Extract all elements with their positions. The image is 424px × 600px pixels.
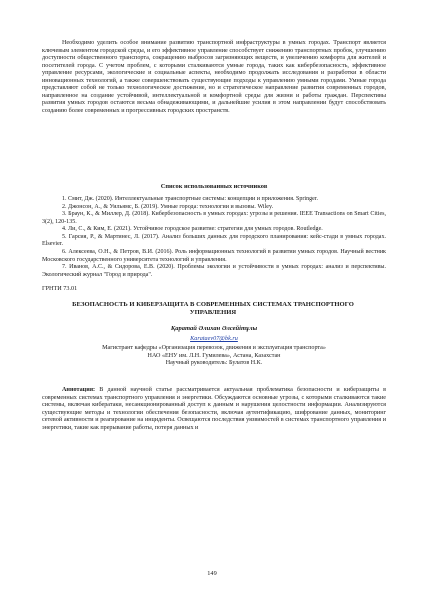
reference-item: 1. Смит, Дж. (2020). Интеллектуальные транспортные системы: концепции и приложения. Springer. [62, 196, 318, 202]
abstract-label: Аннотация: [62, 387, 96, 393]
references-heading: Список использованных источников [160, 183, 268, 190]
supervisor-line: Научный руководитель: Булатов Н.К. [165, 360, 263, 367]
author-name: Қаратай Әлихан Әлсейітұлы [170, 325, 258, 332]
abstract-section [42, 387, 386, 432]
author-email[interactable]: Karataev07@bk.ru [190, 335, 238, 342]
affiliation-line: НАО «ЕНУ им. Л.Н. Гумилева», Астана, Казахстан [147, 352, 281, 359]
abstract-text: В данной научной статье рассматривается актуальная проблематика безопасности и киберзащиты в современных системах транспортного управления и энергетики. Обсуждаются основные угрозы, с которыми сталкиваются такие системы, включая кибератаки, несанкционированный доступ к данным и нарушения целостности информации. Анализируются существующие методы и технологии обеспечения безопасности, включая аутентификацию, шифрование данных, мониторинг сетевой активности и реагирование на инциденты. Освещаются последствия уязвимостей в системах транспортного управления и энергетики, такие как прерывание работы, потеря данных и [42, 387, 386, 431]
grnti-code: ГРНТИ 73.01 [42, 285, 78, 292]
intro-paragraph: Необходимо уделить особое внимание развитию транспортной инфраструктуры в умных городах. Транспорт является ключевым элементом городской среды, и его эффективное управление способствует снижению транспортных пробок, улучшению доступности общественного транспорта, сокращению выбросов загрязняющих веществ, и увеличению комфорта для жителей и посетителей города. С учетом проблем, с которыми сталкиваются умные города, таких как кибербезопасность, эффективное управление ресурсами, экологические и социальные аспекты, необходимо продолжать исследования и разработки в области инновационных технологий, а также совершенствовать существующие подходы к управлению умными городами. Умные города представляют собой не только технологическое достижение, но и стратегическое направление развития современных городов, направленное на создание устойчивой, интеллектуальной и комфортной среды для жизни и работы граждан. Перспективы развития умных городов остаются весьма обнадеживающими, и дальнейшие усилия в этом направлении будут способствовать созданию более современных и прогрессивных городских пространств. [42, 40, 386, 114]
references-list [42, 196, 386, 279]
reference-item: 6. Алексеева, О.Н., & Петров, В.И. (2016). Роль информационных технологий в развитии умных городов. Научный вестник Московского государственного университета технологий и управления. [42, 249, 386, 263]
reference-item: 7. Иванов, А.С., & Сидорова, Е.В. (2020). Проблемы экологии и устойчивости в умных городах: анализ и перспективы. Экологический журнал "Город и природа". [42, 264, 386, 278]
reference-item: 5. Гарсия, Р., & Мартинес, Л. (2017). Анализ больших данных для городского планирования: кейс-стади в умных городах. Elsevier. [42, 234, 386, 248]
article-title: БЕЗОПАСНОСТЬ И КИБЕРЗАЩИТА В СОВРЕМЕННЫХ СИСТЕМАХ ТРАНСПОРТНОГО УПРАВЛЕНИЯ [72, 301, 354, 316]
affiliation-line: Магистрант кафедры «Организация перевозок, движения и эксплуатация транспорта» [102, 345, 326, 351]
author-affiliation [42, 345, 386, 368]
reference-item: 2. Джонсон, А., & Уильямс, Б. (2019). Умные города: технологии и вызовы. Wiley. [62, 203, 274, 210]
intro-section [42, 40, 386, 115]
reference-item: 4. Ли, С., & Ким, Е. (2021). Устойчивое городское развитие: стратегии для умных городов. Routledge. [62, 226, 323, 233]
page-number: 149 [207, 570, 217, 577]
abstract-paragraph [42, 387, 386, 432]
reference-item: 3. Браун, К., & Миллер, Д. (2018). Кибербезопасность в умных городах: угрозы и решения. IEEE Transactions on Smart Cities, 3(2), 120-135. [42, 211, 386, 225]
